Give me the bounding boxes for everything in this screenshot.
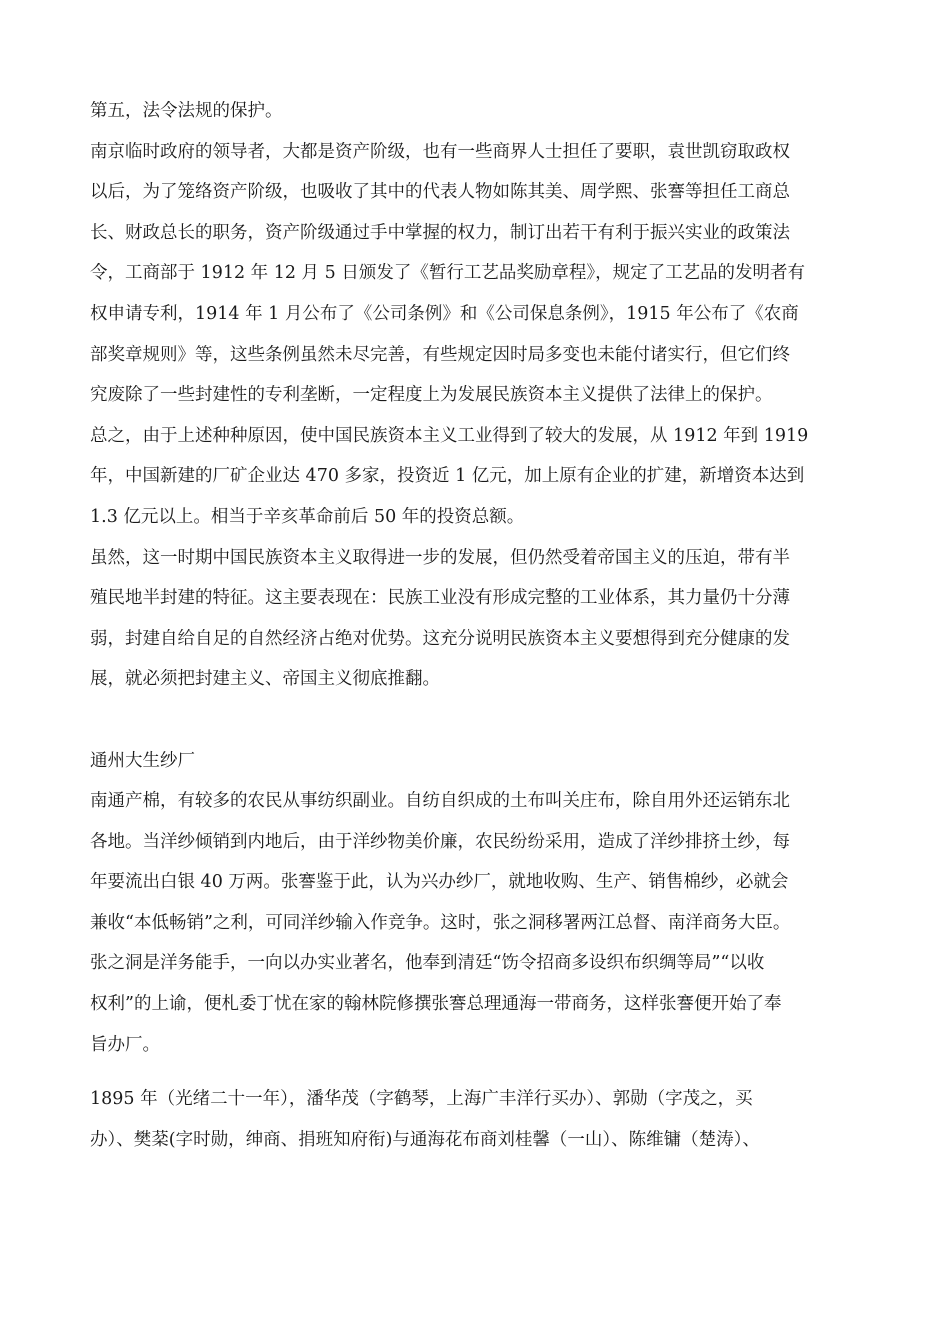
text-line: 长、财政总长的职务，资产阶级通过手中掌握的权力，制订出若干有利于振兴实业的政策法 (90, 222, 790, 243)
legal-protection-paragraph (90, 132, 866, 416)
text-line: 兼收“本低畅销”之利，可同洋纱输入作竞争。这时，张之洞移署两江总督、南洋商务大臣。 (90, 912, 791, 933)
text-line: 南京临时政府的领导者，大都是资产阶级，也有一些商界人士担任了要职，袁世凯窃取政权 (90, 141, 790, 162)
text-line: 弱，封建自给自足的自然经济占绝对优势。这充分说明民族资本主义要想得到充分健康的发 (90, 628, 790, 649)
dasheng-mill-paragraph (90, 781, 866, 1065)
paragraph-spacing (90, 1065, 866, 1079)
section-heading: 通州大生纱厂 (90, 750, 195, 771)
text-line: 权申请专利，1914 年 1 月公布了《公司条例》和《公司保息条例》，1915 年公布了《农商 (90, 303, 799, 324)
text-line: 以后，为了笼络资产阶级，也吸收了其中的代表人物如陈其美、周学熙、张謇等担任工商总 (90, 182, 790, 203)
founding-paragraph (90, 1079, 866, 1160)
text-line: 各地。当洋纱倾销到内地后，由于洋纱物美价廉，农民纷纷采用，造成了洋纱排挤土纱，每 (90, 831, 790, 852)
text-line: 令，工商部于 1912 年 12 月 5 日颁发了《暂行工艺品奖励章程》，规定了工艺品的发明者有 (90, 263, 806, 284)
text-line: 张之洞是洋务能手，一向以办实业著名，他奉到清廷“饬令招商多设织布织绸等局”“以收 (90, 953, 765, 974)
text-line: 1.3 亿元以上。相当于辛亥革命前后 50 年的投资总额。 (90, 506, 525, 527)
section-heading: 第五，法令法规的保护。 (90, 101, 283, 121)
text-line: 总之，由于上述种种原因，使中国民族资本主义工业得到了较大的发展，从 1912 年到 1919 (90, 425, 809, 446)
document-page (90, 91, 866, 1160)
blank-line (90, 700, 866, 741)
text-line: 1895 年（光绪二十一年），潘华茂（字鹤琴，上海广丰洋行买办）、郭勋（字茂之，买 (90, 1089, 753, 1110)
text-line: 旨办厂。 (90, 1034, 160, 1055)
text-line: 展，就必须把封建主义、帝国主义彻底推翻。 (90, 669, 440, 690)
summary-paragraph (90, 416, 866, 538)
limitations-paragraph (90, 538, 866, 700)
text-line: 南通产棉，有较多的农民从事纺织副业。自纺自织成的土布叫关庄布，除自用外还运销东北 (90, 791, 790, 812)
text-line: 虽然，这一时期中国民族资本主义取得进一步的发展，但仍然受着帝国主义的压迫，带有半 (90, 547, 790, 568)
text-line: 究废除了一些封建性的专利垄断，一定程度上为发展民族资本主义提供了法律上的保护。 (90, 385, 773, 406)
text-line: 办）、樊棻(字时勋，绅商、捐班知府衔)与通海花布商刘桂馨（一山）、陈维镛（楚涛）、 (90, 1129, 760, 1150)
text-line: 殖民地半封建的特征。这主要表现在：民族工业没有形成完整的工业体系，其力量仍十分薄 (90, 588, 790, 609)
text-line: 权利”的上谕，便札委丁忧在家的翰林院修撰张謇总理通海一带商务，这样张謇便开始了奉 (90, 994, 782, 1015)
text-line: 年要流出白银 40 万两。张謇鉴于此，认为兴办纱厂，就地收购、生产、销售棉纱，必就会 (90, 872, 789, 893)
text-line: 年，中国新建的厂矿企业达 470 多家，投资近 1 亿元，加上原有企业的扩建，新增资本达到 (90, 466, 805, 487)
text-line: 部奖章规则》等，这些条例虽然未尽完善，有些规定因时局多变也未能付诸实行，但它们终 (90, 344, 790, 365)
